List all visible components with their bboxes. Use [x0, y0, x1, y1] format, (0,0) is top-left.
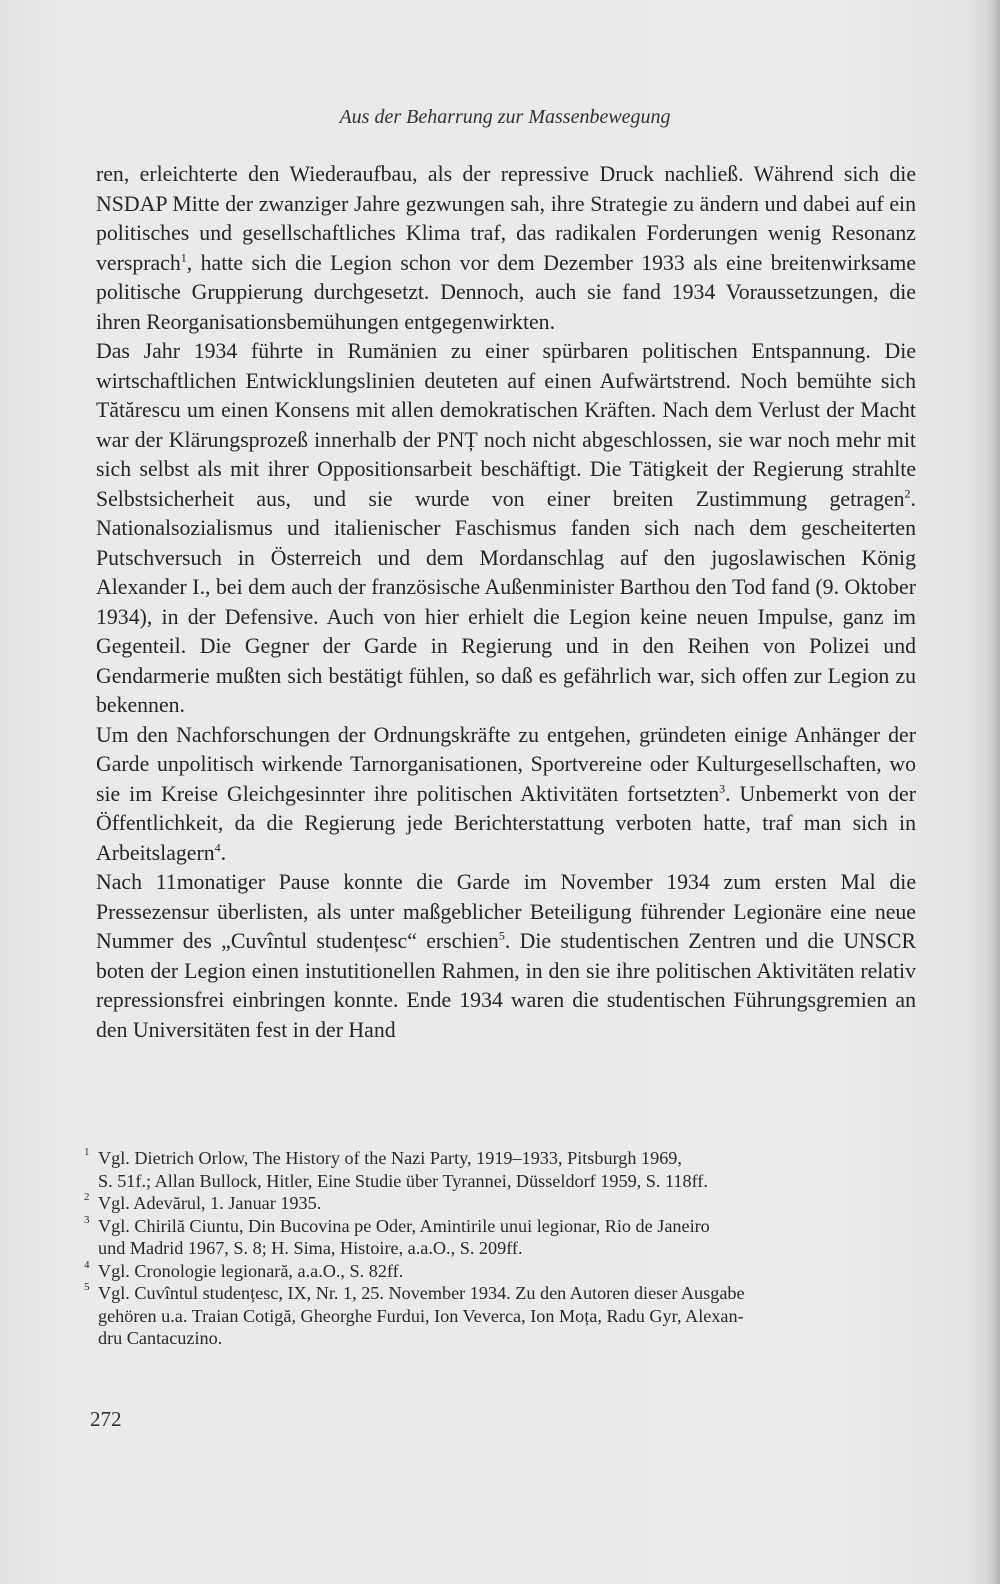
footnote — [84, 1192, 916, 1215]
footnote — [84, 1260, 916, 1283]
page-edge-shadow — [986, 0, 1000, 1584]
paragraph-text: . Die studentischen Zentren und die UNSCR boten der Legion einen instutitionellen Rahmen, in den sie ihre politischen Aktivitäten relativ repressionsfrei einbringen konnte. Ende 1934 waren die studentischen Führungsgremien an den Universitäten fest in der Hand — [96, 929, 917, 1042]
footnote-reference: 3 — [719, 781, 726, 796]
paragraph-text: . Nationalsozialismus und italienischer Faschismus fanden sich nach dem gescheiterten Putschversuch in Österreich und dem Mordanschlag auf den jugoslawischen König Alexander I., bei dem auch der französische Außenminister Barthou den Tod fand (9. Oktober 1934), in der Defensive. Auch von hier erhielt die Legion keine neuen Impulse, ganz im Gegenteil. Die Gegner der Garde in Regierung und in den Reihen von Polizei und Gendarmerie mußten sich bestätigt fühlen, so daß es gefährlich war, sich offen zur Legion zu bekennen. — [96, 486, 916, 717]
footnote-reference: 4 — [214, 840, 221, 855]
footnote-line: Vgl. Cuvîntul studențesc, IX, Nr. 1, 25. November 1934. Zu den Autoren dieser Ausgabe — [98, 1283, 745, 1303]
paragraph-text: ren, erleichterte den Wiederaufbau, als der repressive Druck nachließ. Während sich die NSDAP Mitte der zwanziger Jahre gezwungen sah, ihre Strategie zu ändern und dabei auf ein politisches und gesellschaftliches Klima traf, das radikalen Forderungen wenig Resonanz versprach — [96, 162, 916, 275]
page-number: 272 — [90, 1407, 122, 1431]
footnote-number: 3 — [84, 1213, 90, 1226]
footnote — [84, 1215, 916, 1260]
footnote — [84, 1282, 916, 1350]
footnote-line: dru Cantacuzino. — [98, 1328, 223, 1348]
footnote-number: 1 — [84, 1146, 90, 1158]
paragraph — [96, 160, 916, 337]
footnote-number: 5 — [84, 1281, 90, 1293]
footnote-line: und Madrid 1967, S. 8; H. Sima, Histoire, a.a.O., S. 209ff. — [98, 1238, 523, 1258]
footnote-line: S. 51f.; Allan Bullock, Hitler, Eine Studie über Tyrannei, Düsseldorf 1959, S. 118ff. — [98, 1170, 708, 1191]
footnote-line: Vgl. Chirilă Ciuntu, Din Bucovina pe Oder, Amintirile unui legionar, Rio de Janeiro — [98, 1215, 710, 1236]
paragraph — [96, 721, 916, 869]
paragraph-text: . Unbemerkt von der Öffentlichkeit, da die Regierung jede Berichterstattung verboten hatte, traf man sich in Arbeitslagern — [96, 781, 916, 865]
footnotes — [84, 1147, 916, 1350]
footnote-line: Vgl. Dietrich Orlow, The History of the Nazi Party, 1919–1933, Pitsburgh 1969, — [98, 1148, 682, 1168]
paragraph-text: . — [220, 840, 227, 865]
footnote-number: 2 — [84, 1191, 90, 1203]
paragraph — [96, 868, 916, 1045]
paragraph — [96, 337, 916, 721]
footnote-number: 4 — [84, 1258, 90, 1271]
footnote-reference: 2 — [904, 486, 911, 501]
paragraph-text: Nach 11monatiger Pause konnte die Garde im November 1934 zum ersten Mal die Pressezensur überlisten, als unter maßgeblicher Beteiligung führender Legionäre eine neue Nummer des „Cuvîntul studențesc“ erschien — [96, 870, 916, 953]
body-text — [96, 160, 916, 1045]
footnote-line: Vgl. Adevărul, 1. Januar 1935. — [98, 1193, 322, 1213]
running-head: Aus der Beharrung zur Massenbewegung — [339, 106, 671, 128]
footnote-reference: 5 — [498, 928, 505, 943]
paragraph-text: , hatte sich die Legion schon vor dem Dezember 1933 als eine breitenwirksame politische Gruppierung durchgesetzt. Dennoch, auch sie fand 1934 Voraussetzungen, die ihren Reorganisationsbemühungen entgegenwirkten. — [96, 250, 916, 334]
footnote — [84, 1147, 916, 1192]
paragraph-text: Um den Nachforschungen der Ordnungskräfte zu entgehen, gründeten einige Anhänger der Garde unpolitisch wirkende Tarnorganisationen, Sportvereine oder Kulturgesellschaften, wo sie im Kreise Gleichgesinnter ihre politischen Aktivitäten fortsetzten — [96, 722, 916, 806]
paragraph-text: Das Jahr 1934 führte in Rumänien zu einer spürbaren politischen Entspannung. Die wirtschaftlichen Entwicklungslinien deuteten auf einen Aufwärtstrend. Noch bemühte sich Tătărescu um einen Konsens mit allen demokratischen Kräften. Nach dem Verlust der Macht war der Klärungsprozeß innerhalb der PNȚ noch nicht abgeschlossen, sie war noch mehr mit sich selbst als mit ihrer Oppositionsarbeit beschäftigt. Die Tätigkeit der Regierung strahlte Selbstsicherheit aus, und sie wurde von einer breiten Zustimmung getragen — [96, 339, 916, 511]
footnote-line: Vgl. Cronologie legionară, a.a.O., S. 82ff. — [98, 1260, 404, 1281]
footnote-line: gehören u.a. Traian Cotigă, Gheorghe Furdui, Ion Veverca, Ion Moța, Radu Gyr, Alexan- — [98, 1305, 744, 1326]
footnote-reference: 1 — [180, 250, 187, 265]
